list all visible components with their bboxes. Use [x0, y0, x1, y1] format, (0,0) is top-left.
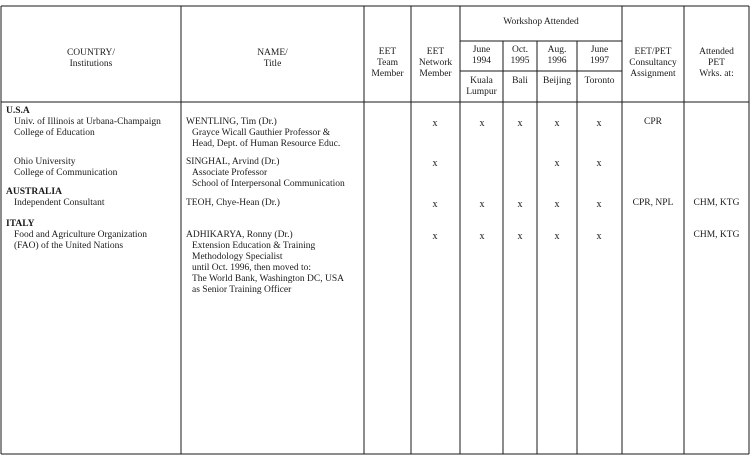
person-title: Grayce Wicall Gauthier Professor & Head, Dept. of Human Resource Educ. — [192, 128, 341, 149]
header-name: NAME/ Title — [257, 48, 288, 69]
header-network-member: EET Network Member — [418, 47, 453, 79]
workshop-1-mark: x — [479, 231, 485, 242]
institution: Univ. of Illinois at Urbana-Champaign College of Education — [14, 117, 161, 138]
header-workshop-date-2: Oct. 1995 — [510, 45, 530, 66]
workshop-3-mark: x — [554, 199, 560, 210]
person-name: WENTLING, Tim (Dr.) — [186, 117, 277, 127]
workshop-4-mark: x — [596, 118, 602, 129]
network-mark: x — [432, 118, 438, 129]
institution: Ohio University College of Communication — [14, 157, 118, 178]
header-workshop-date-4: June 1997 — [590, 45, 609, 66]
workshop-3-mark: x — [554, 158, 560, 169]
country-heading: ITALY — [6, 219, 35, 229]
header-workshop-date-3: Aug. 1996 — [547, 45, 567, 66]
person-name: SINGHAL, Arvind (Dr.) — [186, 157, 280, 167]
workshop-2-mark: x — [517, 118, 523, 129]
header-workshop-attended: Workshop Attended — [503, 17, 579, 27]
consultancy-value: CPR, NPL — [632, 198, 674, 208]
header-workshop-date-1: June 1994 — [472, 45, 491, 66]
network-mark: x — [432, 158, 438, 169]
workshop-1-mark: x — [479, 199, 485, 210]
person-name: TEOH, Chye-Hean (Dr.) — [186, 198, 280, 208]
workshop-3-mark: x — [554, 231, 560, 242]
workshop-4-mark: x — [596, 199, 602, 210]
workshop-3-mark: x — [554, 118, 560, 129]
header-consultancy: EET/PET Consultancy Assignment — [629, 47, 677, 79]
person-name: ADHIKARYA, Ronny (Dr.) — [186, 230, 293, 240]
consultancy-value: CPR — [644, 117, 662, 127]
header-country: COUNTRY/ Institutions — [66, 48, 116, 69]
workshop-2-mark: x — [517, 231, 523, 242]
header-attended-pet: Attended PET Wrks. at: — [699, 47, 734, 79]
person-title: Associate Professor School of Interpersonal Communication — [192, 168, 345, 189]
country-heading: U.S.A — [6, 106, 30, 116]
attended-pet-value: CHM, KTG — [693, 198, 740, 208]
institution: Food and Agriculture Organization (FAO) of the United Nations — [14, 230, 148, 251]
network-mark: x — [432, 231, 438, 242]
institution: Independent Consultant — [14, 198, 105, 208]
network-mark: x — [432, 199, 438, 210]
attended-pet-value: CHM, KTG — [693, 230, 740, 240]
workshop-4-mark: x — [596, 231, 602, 242]
header-workshop-place-2: Bali — [512, 76, 528, 86]
header-workshop-place-1: Kuala Lumpur — [466, 76, 497, 97]
workshop-4-mark: x — [596, 158, 602, 169]
person-title: Extension Education & Training Methodology Specialist until Oct. 1996, then moved to: The World Bank, Washington DC, USA as Senior Training Officer — [192, 241, 344, 295]
workshop-1-mark: x — [479, 118, 485, 129]
workshop-2-mark: x — [517, 199, 523, 210]
country-heading: AUSTRALIA — [6, 187, 62, 197]
header-workshop-place-4: Toronto — [584, 76, 615, 86]
header-team-member: EET Team Member — [371, 47, 404, 79]
header-workshop-place-3: Beijing — [543, 76, 571, 86]
